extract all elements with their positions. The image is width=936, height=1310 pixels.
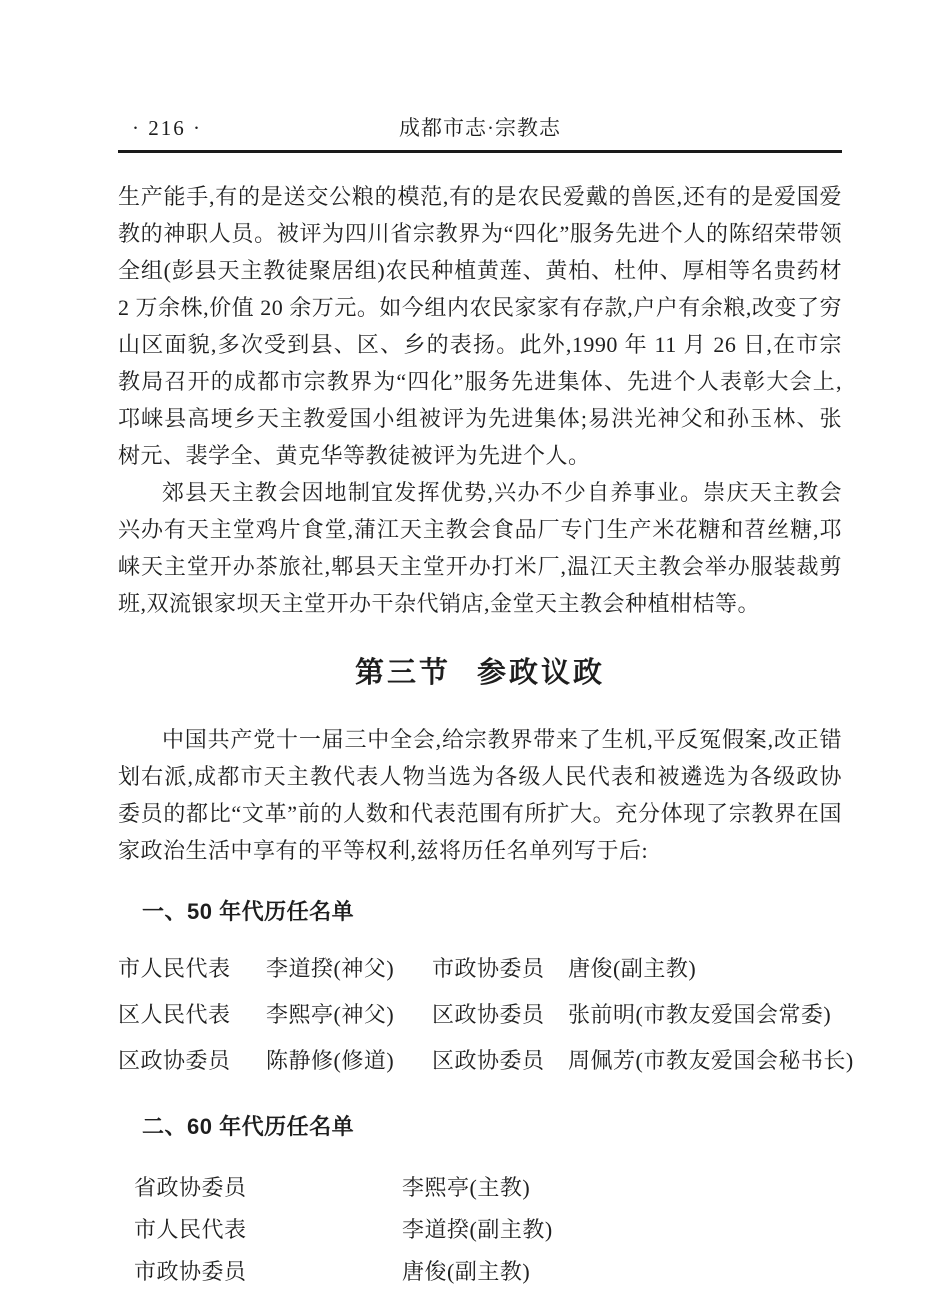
table-cell: 唐俊(副主教) (568, 956, 697, 981)
table-cell: 市政协委员 (134, 1259, 247, 1284)
table-cell: 李熙亭(主教) (402, 1175, 531, 1200)
section-number: 第三节 (354, 657, 451, 689)
list-heading-1950s: 一、50 年代历任名单 (142, 899, 355, 924)
book-title: 成都市志·宗教志 (399, 116, 561, 140)
table-cell: 李道揆(副主教) (402, 1217, 553, 1242)
paragraph-section-intro: 中国共产党十一届三中全会,给宗教界带来了生机,平反冤假案,改正错划右派,成都市天主教代表人物当选为各级人民代表和被遴选为各级政协委员的都比“文革”前的人数和代表范围有所扩大。充分体现了宗教界在国家政治生活中享有的平等权利,兹将历任名单列写于后: (118, 727, 842, 863)
name-table-1960s (134, 1175, 842, 1285)
table-cell: 陈静修(修道) (266, 1048, 395, 1073)
table-cell: 市人民代表 (118, 956, 231, 981)
table-cell: 区政协委员 (432, 1002, 545, 1027)
section-heading (118, 650, 842, 691)
table-cell: 区政协委员 (118, 1048, 231, 1073)
table-cell: 区人民代表 (118, 1002, 231, 1027)
table-cell: 李熙亭(神父) (266, 1002, 395, 1027)
table-cell: 李道揆(神父) (266, 956, 395, 981)
running-header (118, 114, 842, 142)
paragraph-continuation: 生产能手,有的是送交公粮的模范,有的是农民爱戴的兽医,还有的是爱国爱教的神职人员。被评为四川省宗教界为“四化”服务先进个人的陈绍荣带领全组(彭县天主教徒聚居组)农民种植黄莲、黄柏、杜仲、厚相等名贵药材 2 万余株,价值 20 余万元。如今组内农民家家有存款,户户有余粮,改变了穷山区面貌,多次受到县、区、乡的表扬。此外,1990 年 11 月 26 日,在市宗教局召开的成都市宗教界为“四化”服务先进集体、先进个人表彰大会上,邛崃县高埂乡天主教爱国小组被评为先进集体;易洪光神父和孙玉林、张树元、裴学全、黄克华等教徒被评为先进个人。 (118, 184, 842, 468)
header-rule (118, 150, 842, 153)
table-cell: 市人民代表 (134, 1217, 247, 1242)
table-cell: 唐俊(副主教) (402, 1259, 531, 1284)
table-cell: 区政协委员 (432, 1048, 545, 1073)
text-column (118, 0, 854, 1285)
table-cell: 市政协委员 (432, 956, 545, 981)
table-cell: 周佩芳(市教友爱国会秘书长) (568, 1048, 854, 1073)
name-table-1950s (118, 956, 854, 1074)
table-cell: 张前明(市教友爱国会常委) (568, 1002, 832, 1027)
table-cell: 省政协委员 (134, 1175, 247, 1200)
paragraph-self-support-businesses: 郊县天主教会因地制宜发挥优势,兴办不少自养事业。崇庆天主教会兴办有天主堂鸡片食堂,蒲江天主教会食品厂专门生产米花糖和苕丝糖,邛崃天主堂开办茶旅社,郫县天主堂开办打米厂,温江天主教会举办服装裁剪班,双流银家坝天主堂开办干杂代销店,金堂天主教会种植柑桔等。 (118, 480, 842, 616)
list-heading-1960s: 二、60 年代历任名单 (142, 1114, 355, 1139)
page-number: · 216 · (132, 116, 202, 140)
section-title-text: 参政议政 (477, 657, 606, 689)
